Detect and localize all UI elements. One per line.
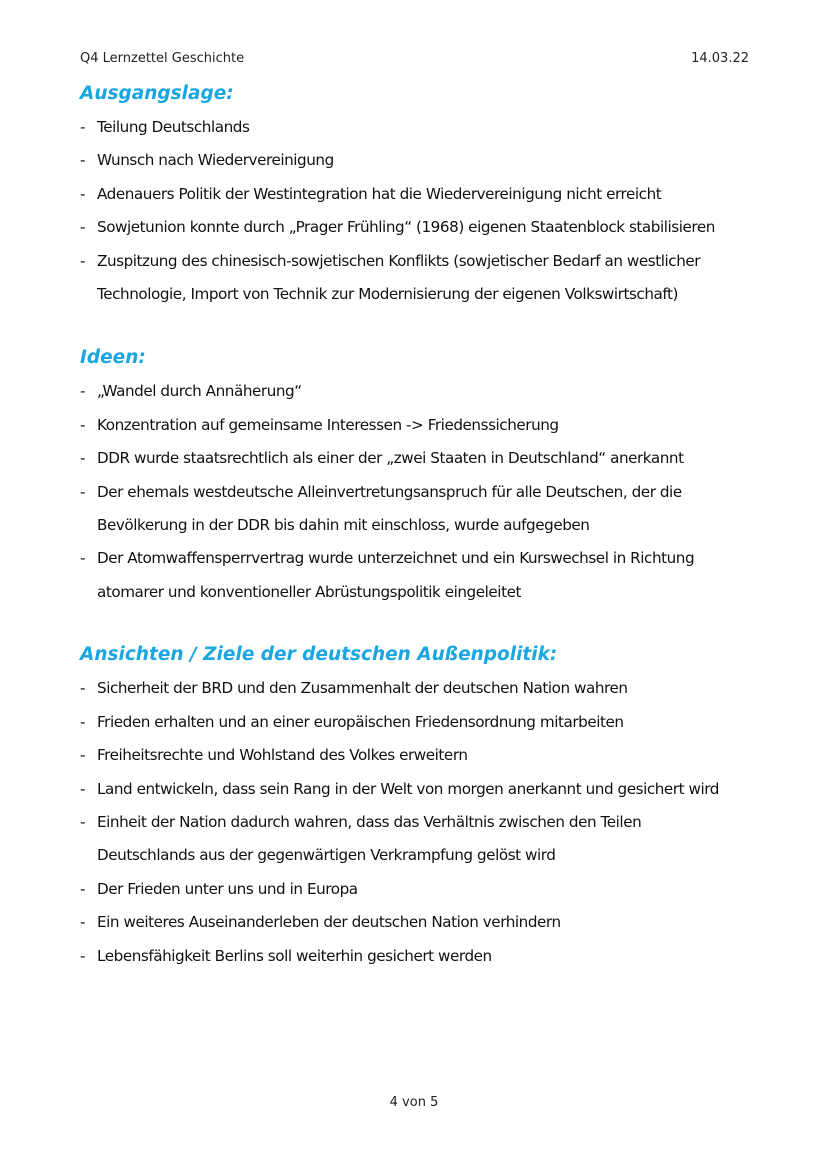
section-ideen [80,341,760,609]
bullet-dash: - [80,746,86,765]
list-item [80,940,760,973]
list-item-text: DDR wurde staatsrechtlich als einer der „zwei Staaten in Deutschland“ anerkannt [97,449,684,468]
list-item-text: Sowjetunion konnte durch „Prager Frühling“ (1968) eigenen Staatenblock stabilisieren [97,218,715,237]
list-item-text: Freiheitsrechte und Wohlstand des Volkes erweitern [97,746,468,765]
list-item-text: Der Frieden unter uns und in Europa [97,879,358,898]
list-item-text: Der ehemals westdeutsche Alleinvertretungsanspruch für alle Deutschen, der die [97,482,682,501]
list-item [80,706,760,739]
bullet-dash: - [80,913,86,932]
document-title: Q4 Lernzettel Geschichte [80,51,245,66]
list-item-text-continued: Technologie, Import von Technik zur Modernisierung der eigenen Volkswirtschaft) [97,285,678,304]
section-heading: Ansichten / Ziele der deutschen Außenpolitik: [80,644,558,666]
list-item [80,806,760,873]
bullet-dash: - [80,151,86,170]
notes-content [80,77,760,973]
list-item-text-continued: Bevölkerung in der DDR bis dahin mit einschloss, wurde aufgegeben [97,516,590,535]
section-ausgangslage [80,77,760,311]
section-spacer [80,609,760,638]
list-item-text-continued: Deutschlands aus der gegenwärtigen Verkrampfung gelöst wird [97,846,556,865]
list-item-text: Einheit der Nation dadurch wahren, dass das Verhältnis zwischen den Teilen [97,812,642,831]
list-item-text: Ein weiteres Auseinanderleben der deutschen Nation verhindern [97,913,561,932]
list-item [80,375,760,408]
bullet-dash: - [80,879,86,898]
bullet-dash: - [80,118,86,136]
bullet-list [80,672,760,973]
bullet-dash: - [80,382,86,401]
bullet-dash: - [80,184,86,203]
list-item [80,773,760,806]
list-item-text: Land entwickeln, dass sein Rang in der Welt von morgen anerkannt und gesichert wird [97,779,719,798]
list-item [80,178,760,211]
document-date: 14.03.22 [691,51,749,66]
bullet-list [80,375,760,609]
list-item [80,542,760,609]
bullet-dash: - [80,449,86,468]
list-item-text-continued: atomarer und konventioneller Abrüstungspolitik eingeleitet [97,582,521,601]
bullet-list [80,111,760,311]
section-aussenpolitik [80,638,760,973]
bullet-dash: - [80,812,86,831]
bullet-dash: - [80,218,86,237]
list-item [80,144,760,177]
list-item-text: Zuspitzung des chinesisch-sowjetischen Konflikts (sowjetischer Bedarf an westlicher [97,251,701,270]
list-item-text: Teilung Deutschlands [97,118,250,136]
page-number: 4 von 5 [389,1095,439,1110]
bullet-dash: - [80,482,86,501]
list-item-text: Adenauers Politik der Westintegration hat die Wiedervereinigung nicht erreicht [97,184,662,203]
list-item [80,739,760,772]
list-item [80,476,760,543]
list-item [80,873,760,906]
list-item-text: Wunsch nach Wiedervereinigung [97,151,334,170]
section-heading: Ausgangslage: [80,83,234,104]
list-item [80,111,760,144]
list-item [80,906,760,939]
section-spacer [80,311,760,341]
list-item [80,211,760,244]
list-item-text: Konzentration auf gemeinsame Interessen -> Friedenssicherung [97,415,559,434]
list-item-text: Sicherheit der BRD und den Zusammenhalt der deutschen Nation wahren [97,679,628,698]
list-item-text: Lebensfähigkeit Berlins soll weiterhin gesichert werden [97,946,492,965]
list-item [80,409,760,442]
list-item [80,245,760,312]
bullet-dash: - [80,779,86,798]
bullet-dash: - [80,251,86,270]
bullet-dash: - [80,679,86,698]
bullet-dash: - [80,415,86,434]
bullet-dash: - [80,712,86,731]
list-item-text: „Wandel durch Annäherung“ [97,382,302,401]
section-heading: Ideen: [80,347,146,369]
list-item-text: Der Atomwaffensperrvertrag wurde unterzeichnet und ein Kurswechsel in Richtung [97,549,695,568]
list-item [80,442,760,475]
list-item-text: Frieden erhalten und an einer europäischen Friedensordnung mitarbeiten [97,712,624,731]
bullet-dash: - [80,946,86,965]
list-item [80,672,760,705]
bullet-dash: - [80,549,86,568]
